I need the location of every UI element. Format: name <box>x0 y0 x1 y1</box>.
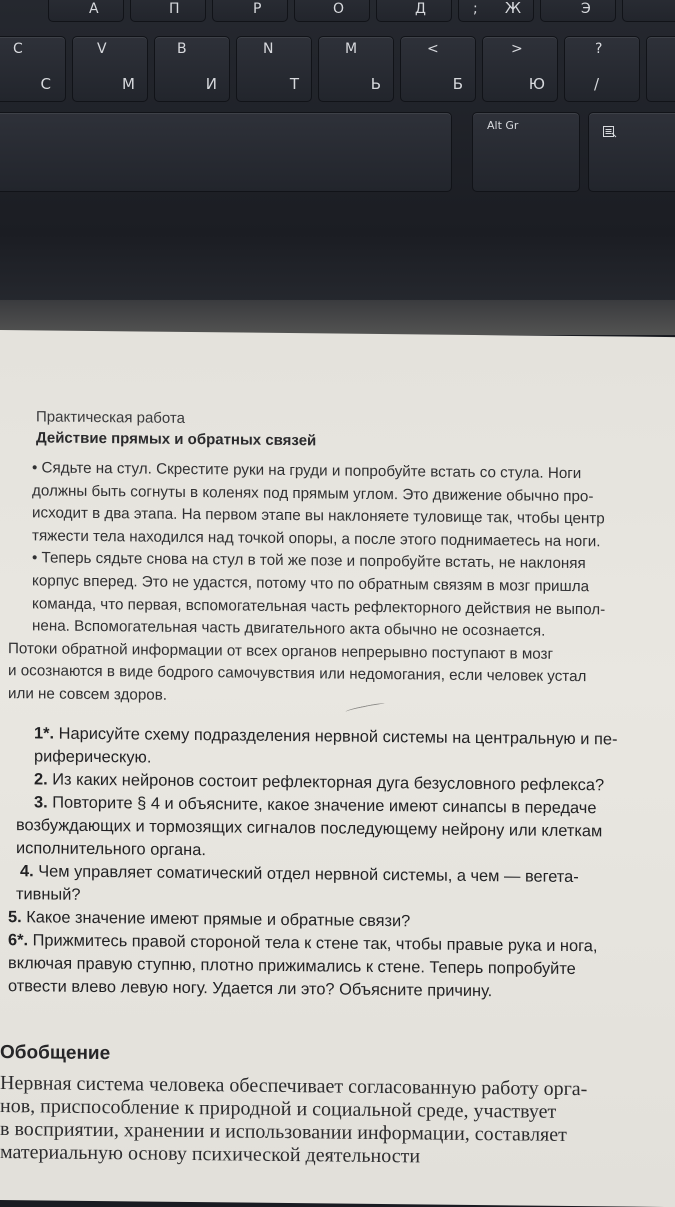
question-text: Из каких нейронов состоит рефлекторная дуга безусловного рефлекса? <box>52 770 605 795</box>
question-text: исполнительного органа. <box>16 839 206 860</box>
key-cyrillic-label: Т <box>289 75 299 93</box>
summary-line: материальную основу психической деятельности <box>0 1141 421 1168</box>
text-line: тяжести тела находился над точкой опоры, а после этого поднимаетесь на ноги. <box>32 527 601 551</box>
key-cyrillic-label: Ь <box>370 75 381 93</box>
keyboard-key[interactable] <box>130 0 206 22</box>
text-line: корпус вперед. Это не удастся, потому что по обратным связям в мозг пришла <box>32 572 590 596</box>
menu-key[interactable] <box>588 112 675 192</box>
text-line: исходит в два этапа. На первом этапе вы наклоняете туловище так, чтобы центр <box>32 504 605 528</box>
keyboard-key[interactable] <box>72 36 148 102</box>
text-line: Потоки обратной информации от всех органов непрерывно поступают в мозг <box>8 639 554 663</box>
text-line: и осознаются в виде бодрого самочувствия или недомогания, если человек устал <box>8 662 587 686</box>
keyboard-key[interactable] <box>540 0 616 22</box>
key-latin-label: ? <box>595 41 603 57</box>
key-cyrillic-label: Б <box>452 75 463 93</box>
keyboard-key[interactable] <box>646 36 675 102</box>
keyboard-key[interactable] <box>212 0 288 22</box>
summary-line: в восприятии, хранении и использовании информации, составляет <box>0 1118 567 1146</box>
section-title: Действие прямых и обратных связей <box>36 429 317 450</box>
summary-heading: Обобщение <box>0 1042 111 1065</box>
question-text: Какое значение имеют прямые и обратные связи? <box>26 908 411 931</box>
summary-text <box>0 1072 675 1171</box>
menu-key-icon <box>603 123 617 142</box>
question-text: Чем управляет соматический отдел нервной системы, а чем — вегета- <box>38 862 579 887</box>
question-number: 3. <box>34 793 48 812</box>
summary-line: нов, приспособление к природной и социальной среде, участвует <box>0 1095 557 1123</box>
question-number: 1*. <box>34 724 55 743</box>
question-text: тивный? <box>16 885 81 904</box>
text-line: нена. Вспомогательная часть двигательного акта обычно не осознается. <box>32 617 546 640</box>
keyboard-key[interactable] <box>564 36 640 102</box>
question-text: отвести влево левую ногу. Удается ли это? Объясните причину. <box>8 977 493 1001</box>
keyboard-key[interactable] <box>154 36 230 102</box>
keyboard-key[interactable] <box>0 36 66 102</box>
keyboard-key[interactable] <box>400 36 476 102</box>
question-text: Повторите § 4 и объясните, какое значение имеют синапсы в передаче <box>52 793 597 818</box>
question-text: возбуждающих и тормозящих сигналов последующему нейрону или клеткам <box>16 816 603 841</box>
practical-work-text <box>8 457 658 712</box>
key-latin-label: C <box>13 41 23 57</box>
desk-edge <box>0 300 675 335</box>
question-text: риферическую. <box>34 747 152 767</box>
question-text: Прижмитесь правой стороной тела к стене так, чтобы правые рука и нога, <box>32 931 598 956</box>
text-line: команда, что первая, вспомогательная часть рефлекторного действия не выпол- <box>32 594 606 618</box>
altgr-key[interactable] <box>472 112 580 192</box>
keyboard-key[interactable] <box>236 36 312 102</box>
key-cyrillic-label: Ю <box>528 75 545 93</box>
keyboard-key[interactable] <box>318 36 394 102</box>
text-line: • Теперь сядьте снова на стул в той же позе и попробуйте встать, не наклоняя <box>32 549 586 573</box>
question-number: 4. <box>20 862 34 881</box>
key-latin-label: B <box>177 41 187 57</box>
key-cyrillic-label: М <box>122 75 135 93</box>
key-latin-label: M <box>345 41 358 57</box>
text-line: должны быть согнуты в коленях под прямым углом. Это движение обычно про- <box>32 481 594 505</box>
key-cyrillic-label: Р <box>253 1 262 17</box>
questions-list <box>8 722 668 1005</box>
keyboard-key[interactable] <box>376 0 452 22</box>
keyboard-key[interactable] <box>482 36 558 102</box>
key-cyrillic-label: Д <box>415 1 426 17</box>
question-text: Нарисуйте схему подразделения нервной системы на центральную и пе- <box>58 724 618 749</box>
key-latin-label: N <box>263 41 274 57</box>
text-line: или не совсем здоров. <box>8 685 168 704</box>
question-text: включая правую ступню, плотно прижимались к стене. Теперь попробуйте <box>8 954 576 979</box>
key-latin-label: > <box>511 41 523 57</box>
question-number: 2. <box>34 770 48 789</box>
summary-line: Нервная система человека обеспечивает согласованную работу орга- <box>0 1072 588 1101</box>
key-latin-label: V <box>97 41 107 57</box>
key-latin-label: A <box>89 1 99 17</box>
key-cyrillic-label: С <box>40 75 51 93</box>
keyboard-key[interactable] <box>48 0 124 22</box>
key-cyrillic-label: П <box>169 1 180 17</box>
key-latin-label: ; <box>473 1 478 17</box>
altgr-label: Alt Gr <box>487 119 519 132</box>
key-latin-label: < <box>427 41 439 57</box>
key-cyrillic-label: И <box>205 75 217 93</box>
section-label: Практическая работа <box>36 408 185 427</box>
keyboard-key[interactable] <box>458 0 534 22</box>
text-line: • Сядьте на стул. Скрестите руки на груди и попробуйте встать со стула. Ноги <box>32 459 582 483</box>
question-number: 5. <box>8 908 22 927</box>
key-cyrillic-label: / <box>593 75 599 93</box>
key-cyrillic-label: Э <box>581 1 591 17</box>
question-number: 6*. <box>8 931 29 950</box>
keyboard <box>0 0 675 335</box>
keyboard-key[interactable] <box>622 0 675 22</box>
spacebar-key[interactable] <box>0 112 452 192</box>
key-cyrillic-label: Ж <box>504 0 521 17</box>
book-page <box>0 330 675 1207</box>
key-cyrillic-label: О <box>333 1 345 17</box>
keyboard-key[interactable] <box>294 0 370 22</box>
